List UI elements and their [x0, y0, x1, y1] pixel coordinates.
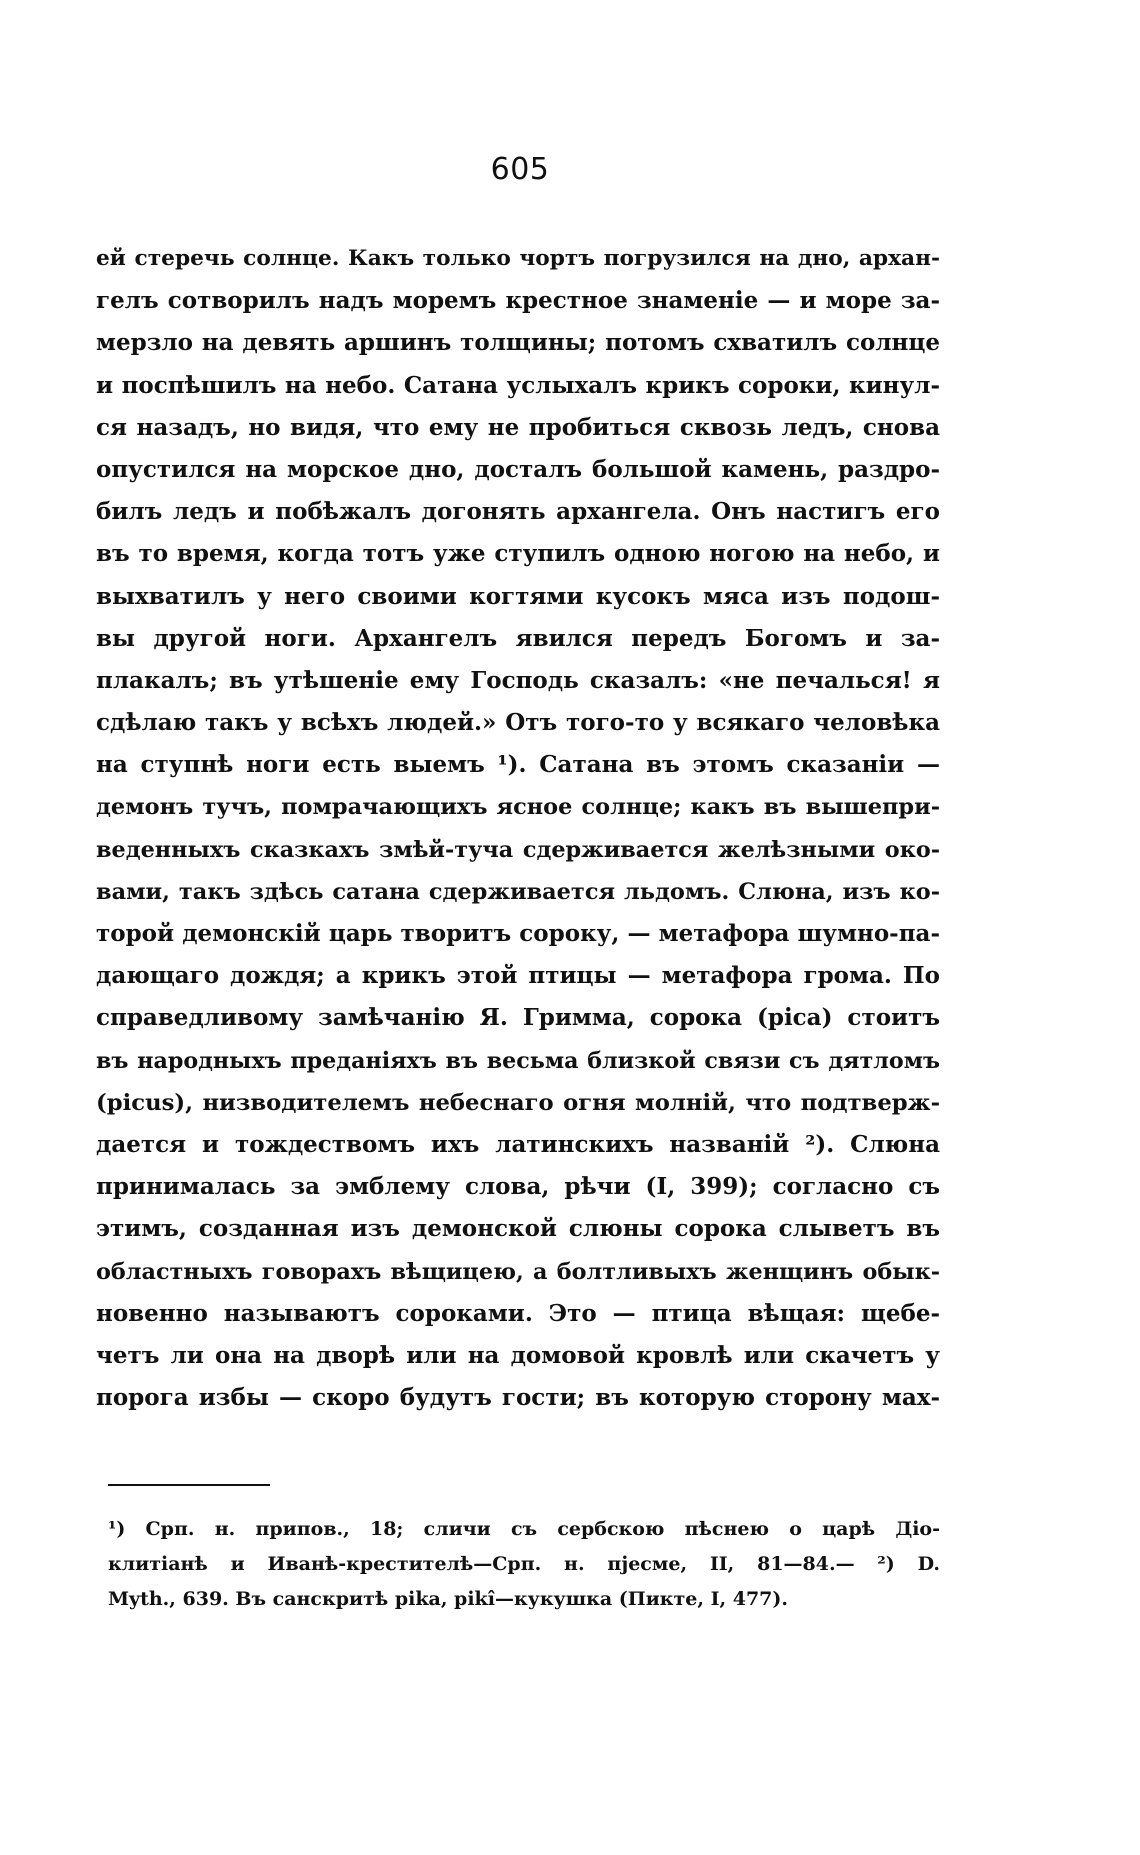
text-line: областныхъ говорахъ вѣщицею, а болтливыхъ женщинъ обык-	[96, 1258, 940, 1285]
text-line: гелъ сотворилъ надъ моремъ крестное знаменіе — и море за-	[96, 287, 940, 315]
text-line: сдѣлаю такъ у всѣхъ людей.» Отъ того-то у всякаго человѣка	[96, 709, 940, 737]
text-line: мерзло на девять аршинъ толщины; потомъ схватилъ солнце	[96, 329, 940, 357]
text-line: ся назадъ, но видя, что ему не пробиться сквозь ледъ, снова	[96, 413, 940, 441]
text-line: порога избы — скоро будутъ гости; въ которую сторону мах-	[96, 1384, 940, 1412]
text-line: принималась за эмблему слова, рѣчи (I, 399); согласно съ	[96, 1173, 940, 1201]
text-line: справедливому замѣчанію Я. Гримма, сорока (pica) стоитъ	[96, 1004, 940, 1032]
text-line: билъ ледъ и побѣжалъ догонять архангела. Онъ настигъ его	[96, 498, 940, 526]
page-number: 605	[490, 152, 550, 187]
text-line: этимъ, созданная изъ демонской слюны сорока слыветъ въ	[96, 1215, 940, 1243]
text-line: (picus), низводителемъ небеснаго огня молній, что подтверж-	[96, 1089, 940, 1116]
body-text	[96, 238, 940, 1419]
text-line: въ народныхъ преданіяхъ въ весьма близкой связи съ дятломъ	[96, 1047, 940, 1074]
footnote-line: клитіанѣ и Иванѣ-крестителѣ—Срп. н. пjесме, II, 81—84.— ²) D.	[108, 1553, 940, 1575]
text-line: опустился на морское дно, досталъ большой камень, раздро-	[96, 455, 940, 483]
text-line: вами, такъ здѣсь сатана сдерживается льдомъ. Слюна, изъ ко-	[96, 878, 940, 905]
text-line: плакалъ; въ утѣшеніе ему Господь сказалъ: «не печалься! я	[96, 666, 940, 694]
footnote-divider	[108, 1484, 270, 1486]
text-line: на ступнѣ ноги есть выемъ ¹). Сатана въ этомъ сказаніи —	[96, 751, 940, 779]
text-line: выхватилъ у него своими когтями кусокъ мяса изъ подош-	[96, 582, 940, 610]
text-line: дающаго дождя; а крикъ этой птицы — метафора грома. По	[96, 962, 940, 990]
text-line: четъ ли она на дворѣ или на домовой кровлѣ или скачетъ у	[96, 1341, 940, 1369]
footnote-line: Myth., 639. Въ санскритѣ pika, pikî—кукушка (Пикте, I, 477).	[108, 1588, 788, 1610]
text-line: вы другой ноги. Архангелъ явился передъ Богомъ и за-	[96, 624, 940, 652]
text-line: дается и тождествомъ ихъ латинскихъ названій ²). Слюна	[96, 1130, 940, 1158]
text-line: торой демонскій царь творитъ сороку, — метафора шумно-па-	[96, 920, 940, 947]
text-line: новенно называютъ сороками. Это — птица вѣщая: щебе-	[96, 1299, 940, 1327]
footnotes	[108, 1512, 940, 1617]
text-line: въ то время, когда тотъ уже ступилъ одною ногою на небо, и	[96, 540, 940, 568]
footnote-line: ¹) Срп. н. припов., 18; сличи съ сербскою пѣснею о царѣ Діо-	[108, 1518, 940, 1540]
text-line: демонъ тучъ, помрачающихъ ясное солнце; какъ въ вышепри-	[96, 794, 940, 821]
text-line: ей стеречь солнце. Какъ только чортъ погрузился на дно, архан-	[96, 246, 940, 271]
text-line: и поспѣшилъ на небо. Сатана услыхалъ крикъ сороки, кинул-	[96, 371, 940, 399]
text-line: веденныхъ сказкахъ змѣй-туча сдерживается желѣзными око-	[96, 836, 940, 863]
